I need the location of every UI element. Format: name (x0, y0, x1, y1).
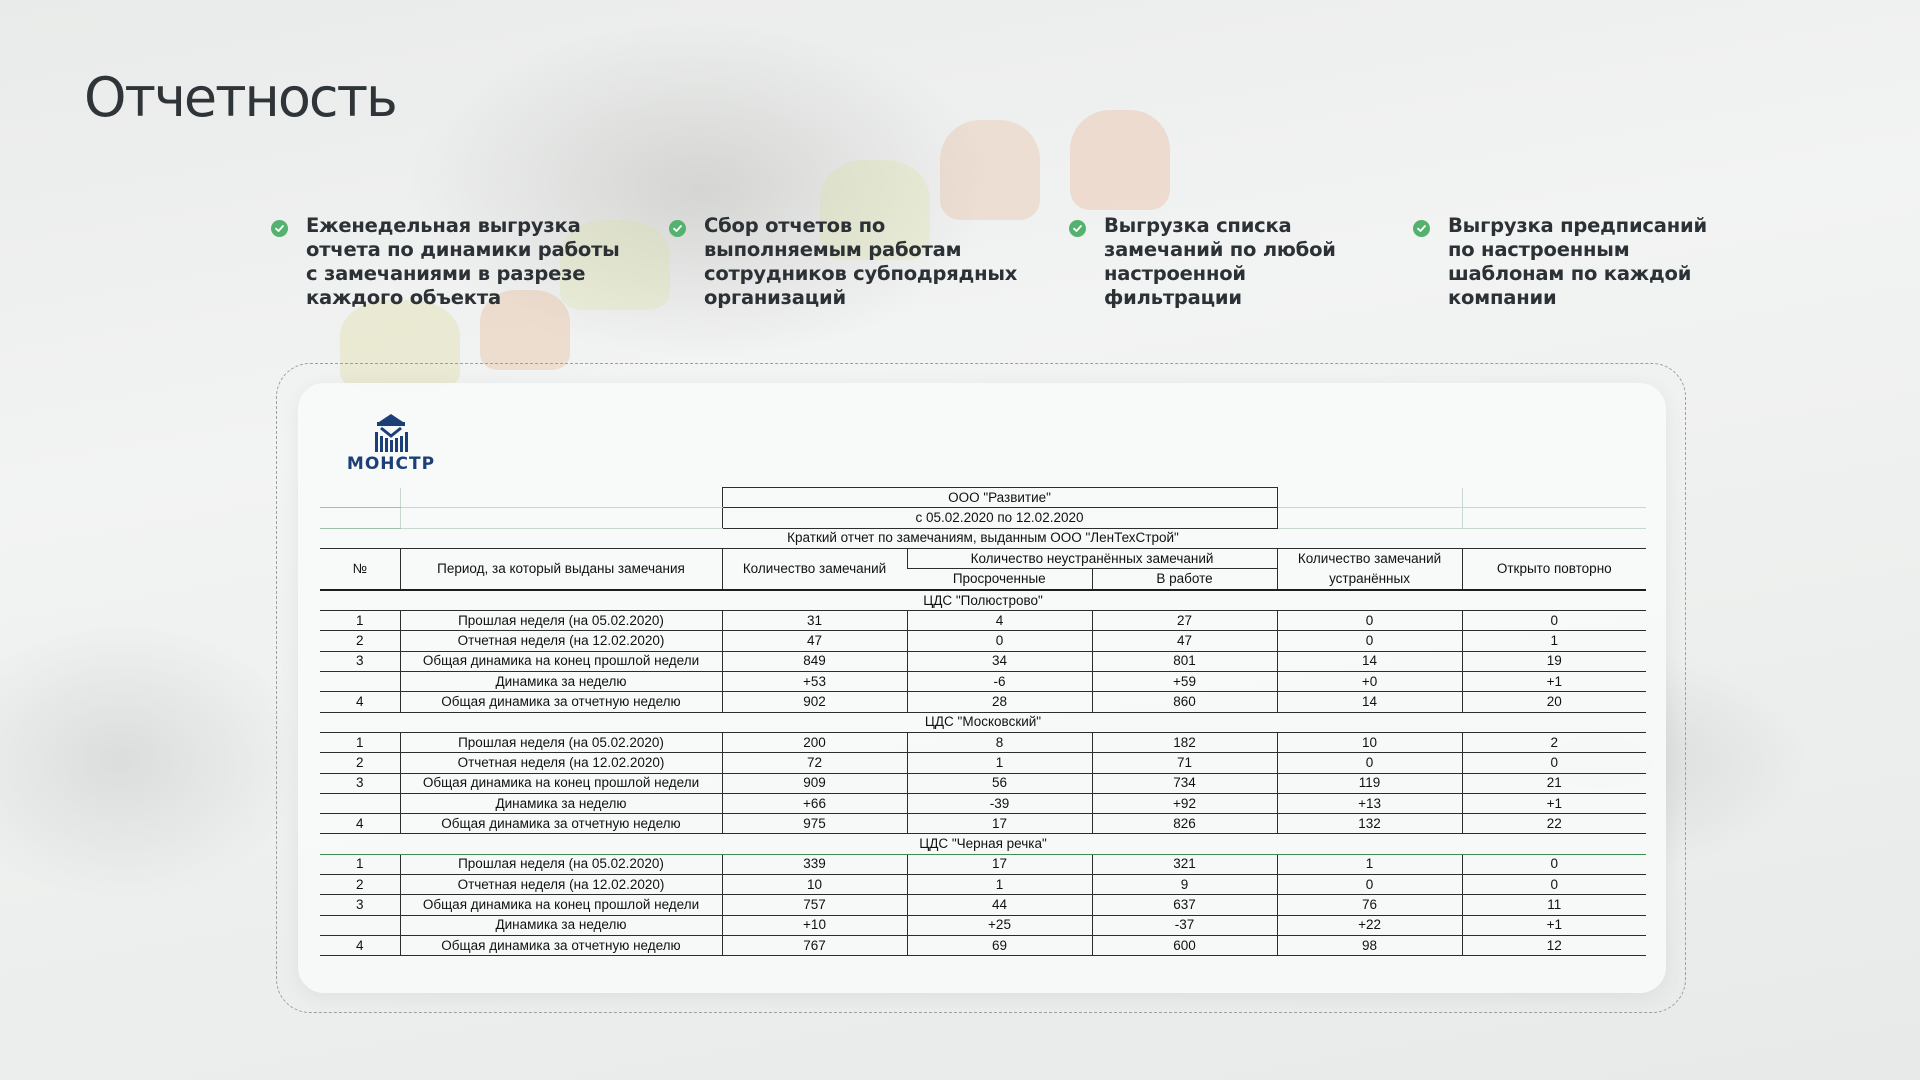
row-overdue: 56 (907, 773, 1092, 793)
table-row (320, 793, 1646, 813)
header-resolved (1277, 548, 1462, 590)
table-row (320, 895, 1646, 915)
table-row (320, 753, 1646, 773)
row-number: 3 (320, 651, 400, 671)
report-period: с 05.02.2020 по 12.02.2020 (722, 508, 1277, 528)
row-number: 1 (320, 732, 400, 752)
row-inwork: +92 (1092, 793, 1277, 813)
row-number: 2 (320, 753, 400, 773)
check-icon (669, 220, 686, 237)
row-inwork: 27 (1092, 611, 1277, 631)
row-resolved: 0 (1277, 611, 1462, 631)
row-resolved: 98 (1277, 935, 1462, 955)
row-period: Общая динамика на конец прошлой недели (400, 895, 722, 915)
background-photo-figure (940, 120, 1040, 220)
row-count: 339 (722, 854, 907, 874)
report-header-row (320, 488, 1646, 508)
row-count: 757 (722, 895, 907, 915)
table-row (320, 611, 1646, 631)
row-resolved: +0 (1277, 672, 1462, 692)
row-inwork: 182 (1092, 732, 1277, 752)
header-count: Количество замечаний (722, 548, 907, 590)
row-count: +53 (722, 672, 907, 692)
row-overdue: -39 (907, 793, 1092, 813)
table-header-row (320, 548, 1646, 568)
row-number: 1 (320, 611, 400, 631)
row-resolved: 0 (1277, 631, 1462, 651)
row-overdue: 1 (907, 875, 1092, 895)
feature-text: Выгрузка списка замечаний по любой настроенной фильтрации (1104, 214, 1336, 309)
table-row (320, 875, 1646, 895)
row-period: Общая динамика за отчетную неделю (400, 814, 722, 834)
logo-text: МОНСТР (346, 454, 436, 474)
row-resolved: 14 (1277, 651, 1462, 671)
row-number: 2 (320, 875, 400, 895)
section-title: ЦДС "Черная речка" (320, 834, 1646, 854)
row-resolved: 132 (1277, 814, 1462, 834)
background-photo-figure (1070, 110, 1170, 210)
feature-text: Выгрузка предписаний по настроенным шаблонам по каждой компании (1448, 214, 1707, 309)
row-resolved: 0 (1277, 875, 1462, 895)
row-inwork: 826 (1092, 814, 1277, 834)
feature-item (1069, 214, 1336, 310)
row-reopened: 21 (1462, 773, 1646, 793)
report-subtitle: Краткий отчет по замечаниям, выданным ООО "ЛенТехСтрой" (320, 528, 1646, 548)
table-row (320, 935, 1646, 955)
header-period: Период, за который выданы замечания (400, 548, 722, 590)
row-overdue: 44 (907, 895, 1092, 915)
row-count: 767 (722, 935, 907, 955)
section-title: ЦДС "Полюстрово" (320, 590, 1646, 611)
row-reopened: 1 (1462, 631, 1646, 651)
report-header-row (320, 528, 1646, 548)
section-row (320, 834, 1646, 854)
row-count: +10 (722, 915, 907, 935)
row-count: 902 (722, 692, 907, 712)
report-header-row (320, 508, 1646, 528)
row-period: Отчетная неделя (на 12.02.2020) (400, 875, 722, 895)
row-resolved: 76 (1277, 895, 1462, 915)
check-icon (1413, 220, 1430, 237)
row-inwork: 600 (1092, 935, 1277, 955)
row-overdue: 8 (907, 732, 1092, 752)
row-overdue: 34 (907, 651, 1092, 671)
row-count: 200 (722, 732, 907, 752)
row-reopened: 0 (1462, 611, 1646, 631)
row-reopened: 0 (1462, 753, 1646, 773)
row-reopened: 20 (1462, 692, 1646, 712)
table-row (320, 631, 1646, 651)
row-inwork: 47 (1092, 631, 1277, 651)
header-num: № (320, 548, 400, 590)
row-number: 4 (320, 935, 400, 955)
row-overdue: 1 (907, 753, 1092, 773)
report-company: ООО "Развитие" (722, 488, 1277, 508)
row-overdue: +25 (907, 915, 1092, 935)
row-overdue: 4 (907, 611, 1092, 631)
table-row (320, 651, 1646, 671)
check-icon (1069, 220, 1086, 237)
row-inwork: 637 (1092, 895, 1277, 915)
feature-text: Еженедельная выгрузка отчета по динамики работы с замечаниями в разрезе каждого объекта (306, 214, 620, 309)
row-number: 3 (320, 895, 400, 915)
row-number: 4 (320, 692, 400, 712)
row-resolved: 10 (1277, 732, 1462, 752)
row-resolved: 0 (1277, 753, 1462, 773)
table-row (320, 692, 1646, 712)
page-title: Отчетность (84, 66, 396, 129)
row-reopened: 12 (1462, 935, 1646, 955)
row-count: 72 (722, 753, 907, 773)
row-overdue: 69 (907, 935, 1092, 955)
feature-item (669, 214, 1017, 310)
table-row (320, 773, 1646, 793)
row-inwork: 71 (1092, 753, 1277, 773)
row-period: Прошлая неделя (на 05.02.2020) (400, 732, 722, 752)
row-period: Динамика за неделю (400, 672, 722, 692)
section-row (320, 712, 1646, 732)
row-number: 4 (320, 814, 400, 834)
row-count: 47 (722, 631, 907, 651)
row-period: Отчетная неделя (на 12.02.2020) (400, 631, 722, 651)
row-overdue: 0 (907, 631, 1092, 651)
row-inwork: 860 (1092, 692, 1277, 712)
report-table (320, 487, 1646, 956)
logo-emblem-icon (338, 410, 444, 454)
table-row (320, 672, 1646, 692)
row-period: Динамика за неделю (400, 793, 722, 813)
header-resolved-line2: устранённых (1329, 570, 1410, 586)
table-row (320, 814, 1646, 834)
row-period: Отчетная неделя (на 12.02.2020) (400, 753, 722, 773)
row-resolved: 14 (1277, 692, 1462, 712)
row-count: 31 (722, 611, 907, 631)
row-resolved: +13 (1277, 793, 1462, 813)
table-row (320, 854, 1646, 874)
row-reopened: +1 (1462, 672, 1646, 692)
row-overdue: -6 (907, 672, 1092, 692)
row-count: 975 (722, 814, 907, 834)
feature-item (1413, 214, 1707, 310)
check-icon (271, 220, 288, 237)
row-period: Общая динамика за отчетную неделю (400, 692, 722, 712)
row-inwork: +59 (1092, 672, 1277, 692)
row-period: Прошлая неделя (на 05.02.2020) (400, 854, 722, 874)
section-title: ЦДС "Московский" (320, 712, 1646, 732)
row-reopened: +1 (1462, 793, 1646, 813)
feature-item (271, 214, 620, 310)
row-count: +66 (722, 793, 907, 813)
header-inwork: В работе (1092, 569, 1277, 590)
header-unresolved: Количество неустранённых замечаний (907, 548, 1277, 568)
row-number (320, 793, 400, 813)
row-resolved: +22 (1277, 915, 1462, 935)
row-count: 909 (722, 773, 907, 793)
row-reopened: 11 (1462, 895, 1646, 915)
row-reopened: 19 (1462, 651, 1646, 671)
feature-text: Сбор отчетов по выполняемым работам сотрудников субподрядных организаций (704, 214, 1018, 309)
row-period: Общая динамика на конец прошлой недели (400, 651, 722, 671)
row-period: Общая динамика на конец прошлой недели (400, 773, 722, 793)
row-inwork: 9 (1092, 875, 1277, 895)
row-resolved: 1 (1277, 854, 1462, 874)
row-reopened: 2 (1462, 732, 1646, 752)
row-reopened: 0 (1462, 854, 1646, 874)
table-row (320, 915, 1646, 935)
company-logo (338, 410, 444, 474)
row-period: Прошлая неделя (на 05.02.2020) (400, 611, 722, 631)
row-resolved: 119 (1277, 773, 1462, 793)
header-resolved-line1: Количество замечаний (1297, 550, 1442, 566)
row-overdue: 28 (907, 692, 1092, 712)
row-reopened: 0 (1462, 875, 1646, 895)
row-number: 2 (320, 631, 400, 651)
row-inwork: -37 (1092, 915, 1277, 935)
header-reopened: Открыто повторно (1462, 548, 1646, 590)
row-number (320, 672, 400, 692)
row-count: 849 (722, 651, 907, 671)
section-row (320, 590, 1646, 611)
table-row (320, 732, 1646, 752)
row-period: Динамика за неделю (400, 915, 722, 935)
row-overdue: 17 (907, 854, 1092, 874)
row-inwork: 801 (1092, 651, 1277, 671)
row-reopened: 22 (1462, 814, 1646, 834)
row-overdue: 17 (907, 814, 1092, 834)
row-number: 1 (320, 854, 400, 874)
row-period: Общая динамика за отчетную неделю (400, 935, 722, 955)
row-number (320, 915, 400, 935)
header-overdue: Просроченные (907, 569, 1092, 590)
row-count: 10 (722, 875, 907, 895)
row-inwork: 321 (1092, 854, 1277, 874)
row-reopened: +1 (1462, 915, 1646, 935)
row-number: 3 (320, 773, 400, 793)
row-inwork: 734 (1092, 773, 1277, 793)
